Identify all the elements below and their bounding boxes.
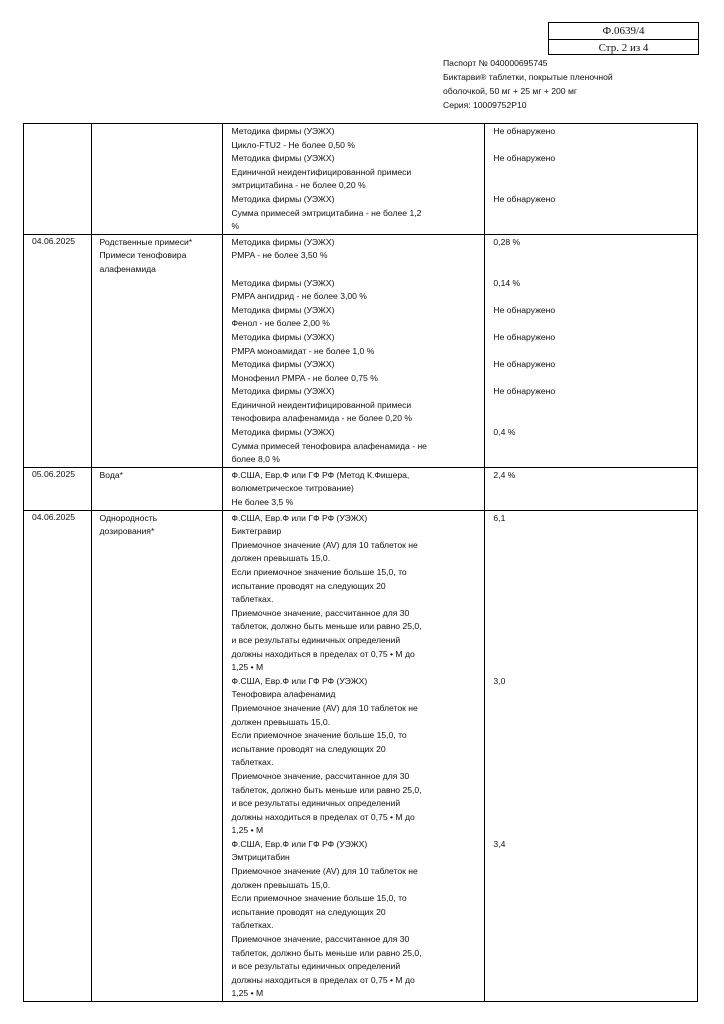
result-cell [485, 234, 698, 467]
spacer [493, 207, 697, 221]
method-line: PMPA моноамидат - не более 1,0 % [231, 345, 375, 356]
method-line: Монофенил PMPA - не более 0,75 % [231, 372, 378, 383]
method-line: Методика фирмы (УЭЖХ) [231, 236, 335, 247]
method-line: испытание проводят на следующих 20 [231, 906, 386, 917]
spacer [493, 879, 697, 893]
spacer [493, 399, 697, 413]
parameter-line: дозирования* [99, 526, 155, 537]
method-line: должен превышать 15,0. [231, 553, 331, 564]
result-line: 0,4 % [493, 427, 516, 438]
spacer [493, 263, 697, 277]
method-line: Методика фирмы (УЭЖХ) [231, 126, 335, 136]
result-line: Не обнаружено [493, 304, 556, 315]
method-line: таблетках. [231, 757, 274, 768]
spacer [493, 290, 697, 304]
test-results-table [23, 123, 698, 1002]
spacer [493, 566, 697, 580]
result-line: Не обнаружено [493, 359, 556, 370]
table-row [24, 124, 698, 235]
parameter-line: Вода* [99, 469, 123, 480]
parameter-cell [91, 124, 223, 235]
method-line: 1,25 • М [231, 662, 264, 673]
method-line: и все результаты единичных определений [231, 798, 401, 809]
method-line: испытание проводят на следующих 20 [231, 743, 386, 754]
method-line: Методика фирмы (УЭЖХ) [231, 193, 335, 204]
method-line: Приемочное значение (AV) для 10 таблеток не [231, 866, 418, 877]
method-line: Методика фирмы (УЭЖХ) [231, 304, 335, 315]
method-line: и все результаты единичных определений [231, 961, 401, 972]
method-line: таблетках. [231, 920, 274, 931]
method-line: Приемочное значение, рассчитанное для 30 [231, 770, 410, 781]
spacer [493, 345, 697, 359]
method-line: Ф.США, Евр.Ф или ГФ РФ (УЭЖХ) [231, 838, 368, 849]
passport-info [443, 56, 713, 112]
result-line: Не обнаружено [493, 126, 556, 136]
result-line: Не обнаружено [493, 193, 556, 204]
page-number: Стр. 2 из 4 [598, 42, 649, 54]
result-line: Не обнаружено [493, 153, 556, 164]
method-line: Ф.США, Евр.Ф или ГФ РФ (Метод К.Фишера, [231, 469, 410, 480]
spacer [493, 580, 697, 594]
spacer [493, 851, 697, 865]
spacer [493, 947, 697, 961]
method-line: Ф.США, Евр.Ф или ГФ РФ (УЭЖХ) [231, 675, 368, 686]
method-line: таблеток, должно быть меньше или равно 25,0, [231, 784, 422, 795]
spacer [493, 906, 697, 920]
parameter-line: Однородность [99, 512, 158, 523]
spacer [493, 987, 697, 1001]
result-cell [485, 467, 698, 510]
method-cell [223, 510, 485, 1001]
spacer [493, 372, 697, 386]
spacer [493, 620, 697, 634]
test-date: 04.06.2025 [24, 234, 92, 467]
method-line: Методика фирмы (УЭЖХ) [231, 277, 335, 288]
result-line: 3,0 [493, 675, 506, 686]
spacer [493, 756, 697, 770]
method-line: Ф.США, Евр.Ф или ГФ РФ (УЭЖХ) [231, 512, 368, 523]
parameter-line: Родственные примеси* [99, 236, 193, 247]
product-form: оболочкой, 50 мг + 25 мг + 200 мг [443, 86, 578, 96]
result-line: Не обнаружено [493, 331, 556, 342]
test-date: 05.06.2025 [24, 467, 92, 510]
passport-number: Паспорт № 040000695745 [443, 58, 548, 68]
spacer [493, 865, 697, 879]
spacer [493, 688, 697, 702]
method-line: Если приемочное значение больше 15,0, то [231, 567, 407, 577]
method-line: тенофовира алафенамида - не более 0,20 % [231, 413, 413, 424]
method-line: Методика фирмы (УЭЖХ) [231, 386, 335, 397]
parameter-cell [91, 234, 223, 467]
result-line: 3,4 [493, 838, 506, 849]
method-line: Приемочное значение (AV) для 10 таблеток не [231, 539, 418, 550]
parameter-cell [91, 510, 223, 1001]
method-line: Методика фирмы (УЭЖХ) [231, 331, 335, 342]
method-line: Биктегравир [231, 526, 282, 537]
method-line: и все результаты единичных определений [231, 634, 401, 645]
spacer [493, 440, 697, 454]
spacer [493, 453, 697, 467]
form-code-box [548, 22, 699, 55]
spacer [493, 648, 697, 662]
spacer [493, 525, 697, 539]
spacer [493, 716, 697, 730]
test-date: 04.06.2025 [24, 510, 92, 1001]
method-line: Методика фирмы (УЭЖХ) [231, 153, 335, 164]
method-line: Сумма примесей тенофовира алафенамида - не [231, 440, 427, 451]
test-results-body [24, 124, 698, 1002]
method-line: % [231, 221, 240, 232]
spacer [493, 179, 697, 193]
method-line: эмтрицитабина - не более 0,20 % [231, 180, 366, 191]
method-line: PMPA ангидрид - не более 3,00 % [231, 291, 367, 302]
method-line: должен превышать 15,0. [231, 879, 331, 890]
method-cell [223, 467, 485, 510]
spacer [493, 933, 697, 947]
method-line: волюметрическое титрование) [231, 483, 354, 494]
method-line: должны находиться в пределах от 0,75 • М до [231, 974, 415, 985]
spacer [493, 139, 697, 153]
method-line: Фенол - не более 2,00 % [231, 318, 330, 329]
spacer [493, 661, 697, 675]
spacer [493, 539, 697, 553]
spacer [493, 960, 697, 974]
parameter-line: алафенамида [99, 263, 156, 274]
table-row [24, 234, 698, 467]
form-code: Ф.0639/4 [549, 23, 698, 40]
spacer [493, 811, 697, 825]
method-line: Цикло-FTU2 - Не более 0,50 % [231, 139, 355, 150]
result-line: 2,4 % [493, 469, 516, 480]
method-line: должны находиться в пределах от 0,75 • М до [231, 811, 415, 822]
method-line: Сумма примесей эмтрицитабина - не более 1,2 [231, 207, 422, 218]
method-line: Приемочное значение (AV) для 10 таблеток не [231, 702, 418, 713]
method-line: таблеток, должно быть меньше или равно 25,0, [231, 621, 422, 632]
spacer [231, 263, 484, 277]
method-line: Приемочное значение, рассчитанное для 30 [231, 934, 410, 945]
method-line: таблеток, должно быть меньше или равно 25,0, [231, 947, 422, 958]
method-line: 1,25 • М [231, 825, 264, 836]
spacer [493, 634, 697, 648]
spacer [493, 784, 697, 798]
spacer [493, 919, 697, 933]
result-line: 0,14 % [493, 277, 521, 288]
spacer [493, 220, 697, 234]
method-line: Приемочное значение, рассчитанное для 30 [231, 607, 410, 618]
table-row [24, 510, 698, 1001]
spacer [493, 482, 697, 496]
spacer [493, 702, 697, 716]
parameter-line: Примеси тенофовира [99, 250, 187, 261]
spacer [493, 412, 697, 426]
spacer [493, 743, 697, 757]
spacer [493, 496, 697, 510]
method-line: Если приемочное значение больше 15,0, то [231, 730, 407, 741]
test-date [24, 124, 92, 235]
method-line: должны находиться в пределах от 0,75 • М до [231, 648, 415, 659]
result-cell [485, 510, 698, 1001]
method-line: более 8,0 % [231, 454, 280, 465]
product-name: Биктарви® таблетки, покрытые пленочной [443, 72, 613, 82]
spacer [493, 770, 697, 784]
method-line: Методика фирмы (УЭЖХ) [231, 359, 335, 370]
method-line: PMPA - не более 3,50 % [231, 250, 328, 261]
result-cell [485, 124, 698, 235]
method-line: Тенофовира алафенамид [231, 689, 336, 700]
spacer [493, 974, 697, 988]
method-line: Единичной неидентифицированной примеси [231, 399, 412, 410]
table-row [24, 467, 698, 510]
method-cell [223, 234, 485, 467]
method-line: Не более 3,5 % [231, 497, 294, 508]
parameter-cell [91, 467, 223, 510]
spacer [493, 797, 697, 811]
spacer [493, 166, 697, 180]
spacer [493, 824, 697, 838]
method-line: 1,25 • М [231, 988, 264, 999]
method-line: Если приемочное значение больше 15,0, то [231, 893, 407, 904]
method-cell [223, 124, 485, 235]
method-line: Единичной неидентифицированной примеси [231, 166, 412, 177]
method-line: Методика фирмы (УЭЖХ) [231, 427, 335, 438]
batch-number: Серия: 10009752Р10 [443, 100, 527, 110]
method-line: таблетках. [231, 594, 274, 605]
method-line: испытание проводят на следующих 20 [231, 580, 386, 591]
spacer [493, 249, 697, 263]
method-line: Эмтрицитабин [231, 852, 290, 863]
spacer [493, 552, 697, 566]
result-line: Не обнаружено [493, 386, 556, 397]
method-line: должен превышать 15,0. [231, 716, 331, 727]
spacer [493, 729, 697, 743]
result-line: 6,1 [493, 512, 506, 523]
result-line: 0,28 % [493, 236, 521, 247]
spacer [493, 317, 697, 331]
spacer [493, 607, 697, 621]
spacer [493, 593, 697, 607]
spacer [493, 892, 697, 906]
